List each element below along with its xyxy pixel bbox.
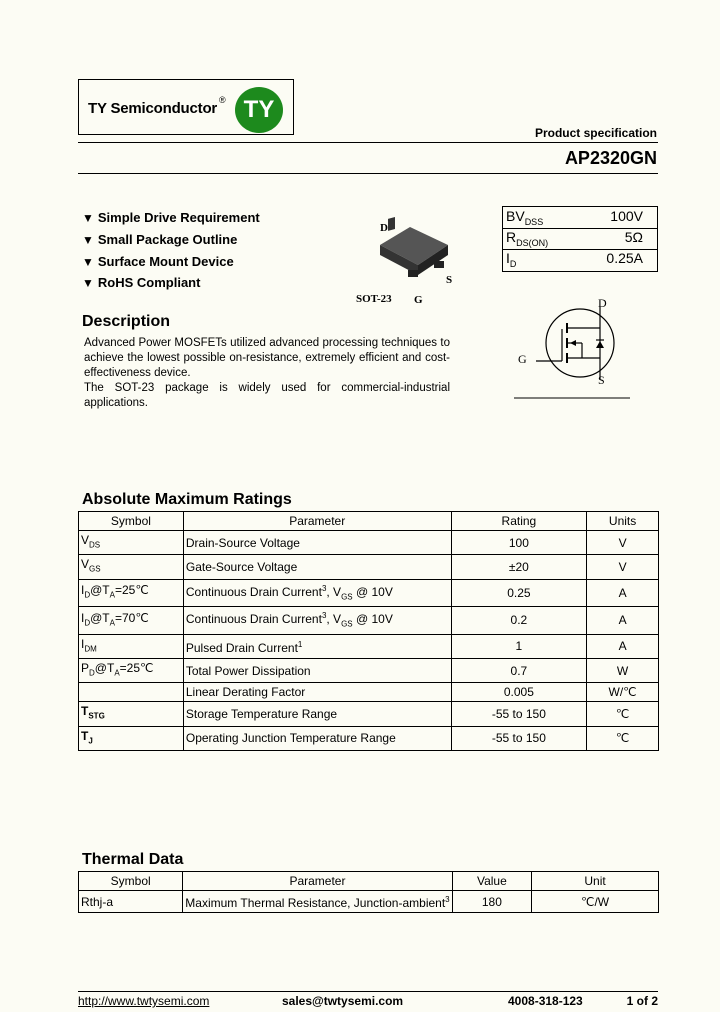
footer-phone: 4008-318-123 (508, 994, 583, 1008)
schematic-s-label: S (598, 373, 605, 387)
pin-s-label: S (446, 274, 453, 286)
footer-divider (78, 991, 658, 992)
feature-item: ▼ Simple Drive Requirement (82, 210, 260, 225)
header-divider (78, 142, 658, 143)
description-heading: Description (82, 313, 171, 330)
thermal-heading: Thermal Data (82, 851, 184, 868)
triangle-bullet-icon: ▼ (82, 211, 94, 225)
page-number: 1 of 2 (626, 994, 658, 1008)
pin-g-label: G (414, 294, 423, 306)
table-row: $T_{STG}$ Storage Temperature Range -55 to 150 ℃ (79, 702, 659, 726)
triangle-bullet-icon: ▼ (82, 276, 94, 290)
abs-max-table (78, 511, 659, 751)
description-paragraph: Advanced Power MOSFETs utilized advanced processing techniques to achieve the lowest possible on-resistance, extremely efficient and cost-effectiveness device. (84, 337, 450, 379)
footer-website-link[interactable]: http://www.twtysemi.com (78, 994, 210, 1008)
pin-d-label: D (380, 222, 388, 234)
table-header-row: Symbol Parameter Rating Units (79, 512, 659, 531)
triangle-bullet-icon: ▼ (82, 233, 94, 247)
key-specs-box (502, 206, 658, 272)
triangle-bullet-icon: ▼ (82, 255, 94, 269)
thermal-table (78, 871, 659, 913)
table-row: Rthj-a Maximum Thermal Resistance, Junction-ambient$^3$ 180 ℃/W (79, 891, 659, 913)
mosfet-schematic (512, 293, 632, 403)
company-name: TY Semiconductor (88, 100, 218, 117)
table-header-row: Symbol Parameter Value Unit (79, 872, 659, 891)
table-row: $T_J$ Operating Junction Temperature Range -55 to 150 ℃ (79, 726, 659, 750)
footer-email[interactable]: sales@twtysemi.com (282, 994, 404, 1008)
table-row: $I_{DM}$ Pulsed Drain Current$^1$ 1 A (79, 634, 659, 658)
description-paragraph: The SOT-23 package is widely used for commercial-industrial applications. (84, 382, 450, 409)
product-specification-label: Product specification (534, 126, 657, 140)
table-row: $V_{GS}$ Gate-Source Voltage ±20 V (79, 555, 659, 579)
schematic-g-label: G (518, 352, 527, 366)
table-row: Linear Derating Factor 0.005 W/℃ (79, 683, 659, 702)
feature-item: ▼ Surface Mount Device (82, 254, 234, 269)
spec-row-rdson: $R_{DS(ON)}$ 5Ω (503, 228, 657, 250)
table-row: $V_{DS}$ Drain-Source Voltage 100 V (79, 531, 659, 555)
spec-row-id: $I_D$ 0.25A (506, 250, 643, 269)
feature-item: ▼ RoHS Compliant (82, 275, 201, 290)
spec-row-bvdss: $BV_{DSS}$ 100V (503, 207, 657, 229)
table-row: $I_D@T_A=70℃$ Continuous Drain Current$^3$, $V_{GS}$ @ 10V 0.2 A (79, 607, 659, 634)
package-name: SOT-23 (356, 293, 392, 305)
table-row: $P_D@T_A=25℃$ Total Power Dissipation 0.7 W (79, 658, 659, 682)
description-text (84, 336, 450, 411)
schematic-d-label: D (598, 296, 607, 310)
feature-item: ▼ Small Package Outline (82, 232, 238, 247)
header-divider-2 (78, 173, 658, 174)
registered-mark: ® (219, 95, 226, 105)
part-number: AP2320GN (564, 148, 657, 168)
sot23-package-drawing (350, 215, 470, 310)
abs-max-heading: Absolute Maximum Ratings (82, 491, 292, 508)
table-row: $I_D@T_A=25℃$ Continuous Drain Current$^3$, $V_{GS}$ @ 10V 0.25 A (79, 579, 659, 606)
company-logo: TY (235, 87, 283, 133)
